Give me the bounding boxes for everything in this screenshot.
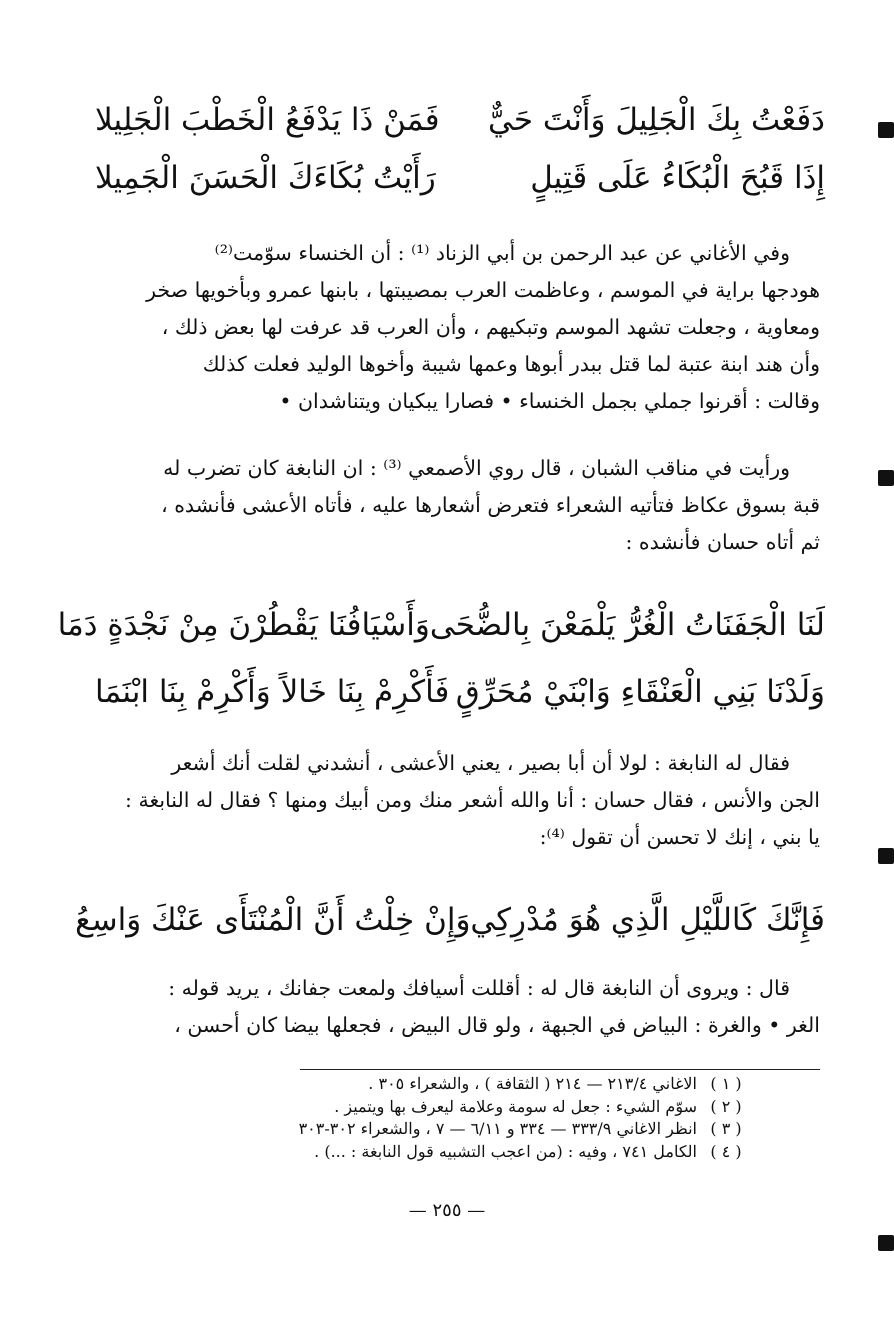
verse-hemistich-right: إِذَا قَبُحَ الْبُكَاءُ عَلَى قَتِيلٍ — [530, 160, 825, 196]
verse-hemistich-right: دَفَعْتُ بِكَ الْجَلِيلَ وَأَنْتَ حَيٌّ — [487, 102, 825, 138]
prose-paragraph — [78, 970, 820, 1044]
verse-line — [95, 100, 825, 140]
footnote-text: الكامل ٧٤١ ، وفيه : (من اعجب التشبيه قول النابغة : ...) . — [314, 1141, 697, 1161]
verse-hemistich-right: وَلَدْنَا بَنِي الْعَنْقَاءِ وَابْنَيْ مُحَرِّقٍ — [455, 674, 825, 710]
footnote-text: الاغاني ٢١٣/٤ — ٢١٤ ( الثقافة ) ، والشعراء ٣٠٥ . — [368, 1074, 697, 1093]
footnote — [80, 1073, 755, 1096]
verse-hemistich-left: فَمَنْ ذَا يَدْفَعُ الْخَطْبَ الْجَلِيلا — [95, 102, 440, 138]
footnote — [80, 1096, 755, 1119]
prose-line: الغر • والغرة : البياض في الجبهة ، ولو قال البيض ، فجعلها بيضا كان أحسن ، — [174, 1013, 820, 1037]
footnote — [80, 1118, 755, 1141]
verse-line — [95, 158, 825, 198]
prose-paragraph — [78, 450, 820, 561]
footnote-number: ( ٢ ) — [710, 1096, 742, 1116]
footnote-divider — [300, 1069, 820, 1070]
prose-paragraph — [78, 235, 820, 420]
prose-line: قبة بسوق عكاظ فتأتيه الشعراء فتعرض أشعارها عليه ، فأتاه الأعشى فأنشده ، — [161, 493, 820, 517]
footnote — [80, 1141, 755, 1164]
verse-line — [75, 900, 825, 940]
prose-line: ومعاوية ، وجعلت تشهد الموسم وتبكيهم ، وأن العرب قد عرفت لها بعض ذلك ، — [161, 315, 820, 339]
scan-mark-icon — [878, 848, 894, 864]
footnotes — [80, 1073, 755, 1163]
verse-line — [95, 672, 825, 712]
verse-hemistich-left: رَأَيْتُ بُكَاءَكَ الْحَسَنَ الْجَمِيلا — [95, 160, 436, 196]
prose-line: ثم أتاه حسان فأنشده : — [625, 530, 820, 554]
prose-line: فقال له النابغة : لولا أن أبا بصير ، يعني الأعشى ، أنشدني لقلت أنك أشعر — [171, 751, 790, 775]
prose-line: يا بني ، إنك لا تحسن أن تقول ⁽⁴⁾: — [539, 825, 820, 849]
footnote-number: ( ٤ ) — [710, 1141, 742, 1161]
prose-line: وأن هند ابنة عتبة لما قتل ببدر أبوها وعمها شيبة وأخوها الوليد فعلت كذلك — [202, 352, 820, 376]
prose-line: وفي الأغاني عن عبد الرحمن بن أبي الزناد ⁽¹⁾ : أن الخنساء سوّمت⁽²⁾ — [214, 241, 790, 265]
footnote-number: ( ٣ ) — [710, 1119, 742, 1138]
verse-hemistich-left: وَإِنْ خِلْتُ أَنَّ الْمُنْتَأَى عَنْكَ وَاسِعُ — [75, 902, 471, 938]
footnote-text: سوّم الشيء : جعل له سومة وعلامة ليعرف بها ويتميز . — [334, 1096, 697, 1116]
footnote-number: ( ١ ) — [710, 1074, 742, 1093]
prose-paragraph — [78, 745, 820, 856]
footnote-text: انظر الاغاني ٣٣٣/٩ — ٣٣٤ و ٦/١١ — ٧ ، والشعراء ٣٠٢-٣٠٣ — [298, 1119, 697, 1138]
verse-hemistich-right: فَإِنَّكَ كَاللَّيْلِ الَّذِي هُوَ مُدْرِكِي — [470, 902, 825, 938]
prose-line: وقالت : أقرنوا جملي بجمل الخنساء • فصارا يبكيان ويتناشدان • — [279, 389, 820, 413]
scan-mark-icon — [878, 470, 894, 486]
prose-line: هودجها براية في الموسم ، وعاظمت العرب بمصيبتها ، بابنها عمرو وبأخويها صخر — [146, 278, 820, 302]
scan-mark-icon — [878, 122, 894, 138]
verse-hemistich-right: لَنَا الْجَفَنَاتُ الْغُرُّ يَلْمَعْنَ بِالضُّحَى — [429, 607, 825, 643]
page-number: — ٢٥٥ — — [408, 1200, 486, 1221]
prose-line: ورأيت في مناقب الشبان ، قال روي الأصمعي ⁽³⁾ : ان النابغة كان تضرب له — [163, 456, 790, 480]
verse-hemistich-left: وَأَسْيَافُنَا يَقْطُرْنَ مِنْ نَجْدَةٍ دَمَا — [57, 607, 430, 643]
scan-mark-icon — [878, 1235, 894, 1251]
prose-line: قال : ويروى أن النابغة قال له : أقللت أسيافك ولمعت جفانك ، يريد قوله : — [168, 976, 790, 1000]
prose-line: الجن والأنس ، فقال حسان : أنا والله أشعر منك ومن أبيك ومنها ؟ فقال له النابغة : — [125, 788, 820, 812]
verse-line — [57, 605, 825, 645]
verse-hemistich-left: فَأَكْرِمْ بِنَا خَالاً وَأَكْرِمْ بِنَا ابْنَمَا — [95, 674, 450, 710]
